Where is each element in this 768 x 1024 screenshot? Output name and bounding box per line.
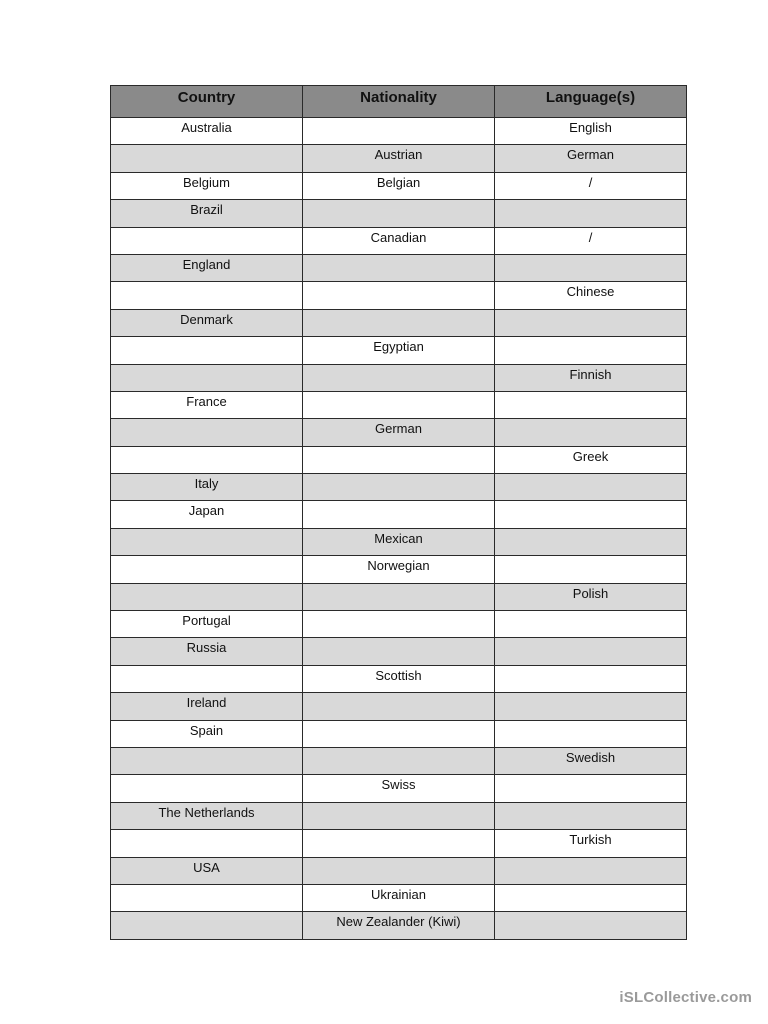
country-cell[interactable]: The Netherlands xyxy=(111,802,303,829)
table-row xyxy=(111,227,687,254)
table-row xyxy=(111,254,687,281)
language-cell[interactable] xyxy=(495,391,687,418)
table-row xyxy=(111,775,687,802)
table-row xyxy=(111,583,687,610)
language-cell[interactable] xyxy=(495,638,687,665)
table-body xyxy=(111,118,687,940)
table-row xyxy=(111,391,687,418)
table-row xyxy=(111,528,687,555)
language-cell[interactable] xyxy=(495,501,687,528)
country-cell[interactable] xyxy=(111,912,303,939)
country-cell[interactable]: Portugal xyxy=(111,611,303,638)
country-cell[interactable] xyxy=(111,446,303,473)
nationality-cell[interactable]: Canadian xyxy=(303,227,495,254)
country-cell[interactable] xyxy=(111,884,303,911)
table-row xyxy=(111,474,687,501)
nationality-cell[interactable] xyxy=(303,720,495,747)
language-cell[interactable] xyxy=(495,309,687,336)
language-cell[interactable] xyxy=(495,254,687,281)
language-cell[interactable]: / xyxy=(495,172,687,199)
language-cell[interactable]: Polish xyxy=(495,583,687,610)
nationality-cell[interactable]: Mexican xyxy=(303,528,495,555)
language-cell[interactable]: Finnish xyxy=(495,364,687,391)
country-cell[interactable] xyxy=(111,364,303,391)
nationality-cell[interactable] xyxy=(303,857,495,884)
header-country: Country xyxy=(111,86,303,118)
nationality-cell[interactable] xyxy=(303,282,495,309)
table-row xyxy=(111,309,687,336)
nationality-cell[interactable] xyxy=(303,118,495,145)
nationality-cell[interactable] xyxy=(303,747,495,774)
table-row xyxy=(111,830,687,857)
table-row xyxy=(111,747,687,774)
table-header-row xyxy=(111,86,687,118)
table-row xyxy=(111,282,687,309)
nationality-cell[interactable] xyxy=(303,364,495,391)
nationality-cell[interactable] xyxy=(303,446,495,473)
country-cell[interactable] xyxy=(111,528,303,555)
table-row xyxy=(111,693,687,720)
table-row xyxy=(111,364,687,391)
nationality-cell[interactable] xyxy=(303,802,495,829)
language-cell[interactable]: Swedish xyxy=(495,747,687,774)
nationality-cell[interactable]: Austrian xyxy=(303,145,495,172)
country-cell[interactable]: Russia xyxy=(111,638,303,665)
language-cell[interactable]: Greek xyxy=(495,446,687,473)
language-cell[interactable] xyxy=(495,720,687,747)
countries-nationalities-table xyxy=(110,85,687,940)
table-row xyxy=(111,446,687,473)
table-row xyxy=(111,145,687,172)
nationality-cell[interactable]: Ukrainian xyxy=(303,884,495,911)
country-cell[interactable]: Brazil xyxy=(111,200,303,227)
table-row xyxy=(111,556,687,583)
nationality-cell[interactable]: Belgian xyxy=(303,172,495,199)
nationality-cell[interactable]: New Zealander (Kiwi) xyxy=(303,912,495,939)
nationality-cell[interactable] xyxy=(303,583,495,610)
country-cell[interactable]: Italy xyxy=(111,474,303,501)
country-cell[interactable]: Ireland xyxy=(111,693,303,720)
country-cell[interactable] xyxy=(111,282,303,309)
nationality-cell[interactable] xyxy=(303,830,495,857)
header-languages: Language(s) xyxy=(495,86,687,118)
language-cell[interactable] xyxy=(495,611,687,638)
nationality-cell[interactable]: Scottish xyxy=(303,665,495,692)
nationality-cell[interactable] xyxy=(303,611,495,638)
country-cell[interactable] xyxy=(111,665,303,692)
table-row xyxy=(111,912,687,939)
language-cell[interactable] xyxy=(495,474,687,501)
language-cell[interactable] xyxy=(495,665,687,692)
table-row xyxy=(111,118,687,145)
country-cell[interactable] xyxy=(111,583,303,610)
country-cell[interactable]: France xyxy=(111,391,303,418)
language-cell[interactable]: Chinese xyxy=(495,282,687,309)
language-cell[interactable] xyxy=(495,693,687,720)
country-cell[interactable] xyxy=(111,227,303,254)
country-cell[interactable] xyxy=(111,556,303,583)
country-cell[interactable]: Belgium xyxy=(111,172,303,199)
nationality-cell[interactable]: Swiss xyxy=(303,775,495,802)
language-cell[interactable] xyxy=(495,337,687,364)
language-cell[interactable] xyxy=(495,884,687,911)
country-cell[interactable]: USA xyxy=(111,857,303,884)
nationality-cell[interactable] xyxy=(303,638,495,665)
nationality-cell[interactable] xyxy=(303,200,495,227)
language-cell[interactable]: / xyxy=(495,227,687,254)
country-cell[interactable] xyxy=(111,419,303,446)
country-cell[interactable]: England xyxy=(111,254,303,281)
country-cell[interactable]: Denmark xyxy=(111,309,303,336)
language-cell[interactable]: Turkish xyxy=(495,830,687,857)
language-cell[interactable] xyxy=(495,912,687,939)
country-cell[interactable] xyxy=(111,830,303,857)
table-row xyxy=(111,720,687,747)
country-cell[interactable] xyxy=(111,337,303,364)
table-row xyxy=(111,337,687,364)
country-cell[interactable] xyxy=(111,747,303,774)
country-cell[interactable] xyxy=(111,775,303,802)
table-row xyxy=(111,884,687,911)
language-cell[interactable] xyxy=(495,419,687,446)
nationality-cell[interactable] xyxy=(303,391,495,418)
table-row xyxy=(111,172,687,199)
nationality-cell[interactable] xyxy=(303,254,495,281)
table-row xyxy=(111,638,687,665)
language-cell[interactable] xyxy=(495,802,687,829)
country-cell[interactable]: Spain xyxy=(111,720,303,747)
language-cell[interactable] xyxy=(495,857,687,884)
nationality-cell[interactable] xyxy=(303,501,495,528)
table-row xyxy=(111,802,687,829)
table-row xyxy=(111,419,687,446)
language-cell[interactable]: German xyxy=(495,145,687,172)
language-cell[interactable] xyxy=(495,556,687,583)
table-row xyxy=(111,200,687,227)
table-row xyxy=(111,665,687,692)
watermark-logo: iSLCollective.com xyxy=(619,989,752,1006)
language-cell[interactable] xyxy=(495,528,687,555)
header-nationality: Nationality xyxy=(303,86,495,118)
language-cell[interactable] xyxy=(495,775,687,802)
nationality-cell[interactable] xyxy=(303,474,495,501)
table-row xyxy=(111,857,687,884)
country-cell[interactable] xyxy=(111,145,303,172)
language-cell[interactable]: English xyxy=(495,118,687,145)
nationality-cell[interactable] xyxy=(303,309,495,336)
nationality-cell[interactable]: Norwegian xyxy=(303,556,495,583)
country-cell[interactable]: Japan xyxy=(111,501,303,528)
nationality-cell[interactable]: Egyptian xyxy=(303,337,495,364)
nationality-cell[interactable] xyxy=(303,693,495,720)
language-cell[interactable] xyxy=(495,200,687,227)
country-cell[interactable]: Australia xyxy=(111,118,303,145)
table-row xyxy=(111,611,687,638)
nationality-cell[interactable]: German xyxy=(303,419,495,446)
table-row xyxy=(111,501,687,528)
